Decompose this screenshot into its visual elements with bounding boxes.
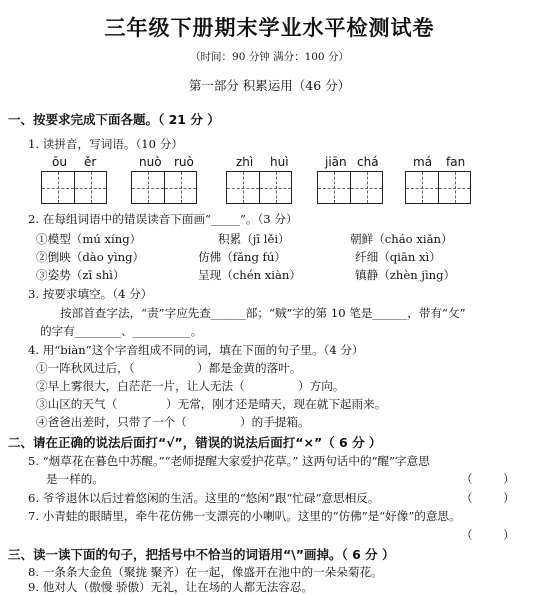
answer-paren-close: ） <box>503 491 515 505</box>
q4-item-4-end: ）的手提箱。 <box>240 415 310 429</box>
q2-stem: 2. 在每组词语中的错误读音下面画“_____”。（3 分） <box>28 212 298 226</box>
q3-line-1: 按部首查字法，“责”字应先查______部；“贼”字的第 10 笔是______，带有“攵” <box>60 306 466 320</box>
answer-paren-close: ） <box>503 528 515 542</box>
q3-line-2: 的字有________、__________。 <box>40 324 203 338</box>
pinyin-2b: ruò <box>174 155 194 169</box>
q8-line: 8. 一条条大金鱼（聚拢 聚齐）在一起，像盛开在池中的一朵朵菊花。 <box>28 565 383 579</box>
q2-item: 朝鲜（cháo xiǎn） <box>350 232 453 246</box>
q2-item: 纤细（qiān xì） <box>355 250 441 264</box>
q2-item: ③姿势（zī shì） <box>36 268 125 282</box>
q2-item: 镇静（zhèn jìng） <box>355 268 456 282</box>
q2-item: 呈现（chén xiàn） <box>198 268 301 282</box>
writing-grid-4[interactable] <box>317 171 383 204</box>
writing-grid-2[interactable] <box>131 171 197 204</box>
answer-paren-open: （ <box>461 528 473 542</box>
part-heading: 第一部分 积累运用（46 分） <box>188 78 351 93</box>
q4-item-3-end: ）无常，刚才还是晴天，现在就下起雨来。 <box>166 397 387 411</box>
q4-stem: 4. 用“biàn”这个字音组成不同的词，填在下面的句子里。（4 分） <box>28 343 364 357</box>
pinyin-3a: zhì <box>236 155 254 169</box>
pinyin-4b: chá <box>357 155 379 169</box>
q3-stem: 3. 按要求填空。（4 分） <box>28 287 153 301</box>
q1-stem: 1. 读拼音，写词语。（10 分） <box>28 137 183 151</box>
q9-line: 9. 他对人（傲慢 骄傲）无礼，让在场的人都无法容忍。 <box>28 580 314 594</box>
q4-item-4-start: ④爸爸出差时，只带了一个（ <box>36 415 187 429</box>
section-2-title: 二、请在正确的说法后面打“√”，错误的说法后面打“×”（ 6 分 ） <box>8 435 382 450</box>
section-1-title: 一、按要求完成下面各题。（ 21 分 ） <box>8 112 220 127</box>
writing-grid-3[interactable] <box>226 171 292 204</box>
q7-line-1: 7. 小青蛙的眼睛里，牵牛花仿佛一支漂亮的小喇叭。这里的“仿佛”是“好像”的意思。 <box>28 509 461 523</box>
answer-paren-open: （ <box>461 491 473 505</box>
exam-info: （时间：90 分钟 满分：100 分） <box>190 51 349 63</box>
writing-grid-1[interactable] <box>41 171 107 204</box>
q4-item-2-end: ）方向。 <box>298 379 345 393</box>
q6-line-1: 6. 爷爷退休以后过着悠闲的生活。这里的“悠闲”跟“忙碌”意思相反。 <box>28 491 380 505</box>
pinyin-2a: nuò <box>139 155 162 169</box>
section-3-title: 三、读一读下面的句子，把括号中不恰当的词语用“\”画掉。（ 6 分 ） <box>8 547 395 562</box>
writing-grid-5[interactable] <box>405 171 471 204</box>
pinyin-5b: fan <box>446 155 466 169</box>
page-title: 三年级下册期末学业水平检测试卷 <box>104 15 435 40</box>
q4-item-3-start: ③山区的天气（ <box>36 397 118 411</box>
pinyin-5a: má <box>413 155 433 169</box>
pinyin-4a: jiān <box>325 155 347 169</box>
q5-line-1: 5. “烟草花在暮色中苏醒。”“老师提醒大家爱护花草。” 这两句话中的“醒”字意思 <box>28 454 430 468</box>
pinyin-3b: huì <box>270 155 289 169</box>
q2-item: ②倒映（dào yìng） <box>36 250 145 264</box>
pinyin-1b: ěr <box>84 155 97 169</box>
q2-item: 积累（jī lěi） <box>218 232 290 246</box>
pinyin-1a: ōu <box>52 155 67 169</box>
answer-paren-open: （ <box>461 472 473 486</box>
q2-item: ①模型（mú xíng） <box>36 232 142 246</box>
q2-item: 仿佛（fǎng fú） <box>198 250 286 264</box>
answer-paren-close: ） <box>503 472 515 486</box>
q4-item-2-start: ②早上雾很大，白茫茫一片，让人无法（ <box>36 379 245 393</box>
q4-item-1-start: ①一阵秋风过后，（ <box>36 361 135 375</box>
q5-line-2: 是一样的。 <box>46 472 104 486</box>
q4-item-1-end: ）都是金黄的落叶。 <box>197 361 302 375</box>
